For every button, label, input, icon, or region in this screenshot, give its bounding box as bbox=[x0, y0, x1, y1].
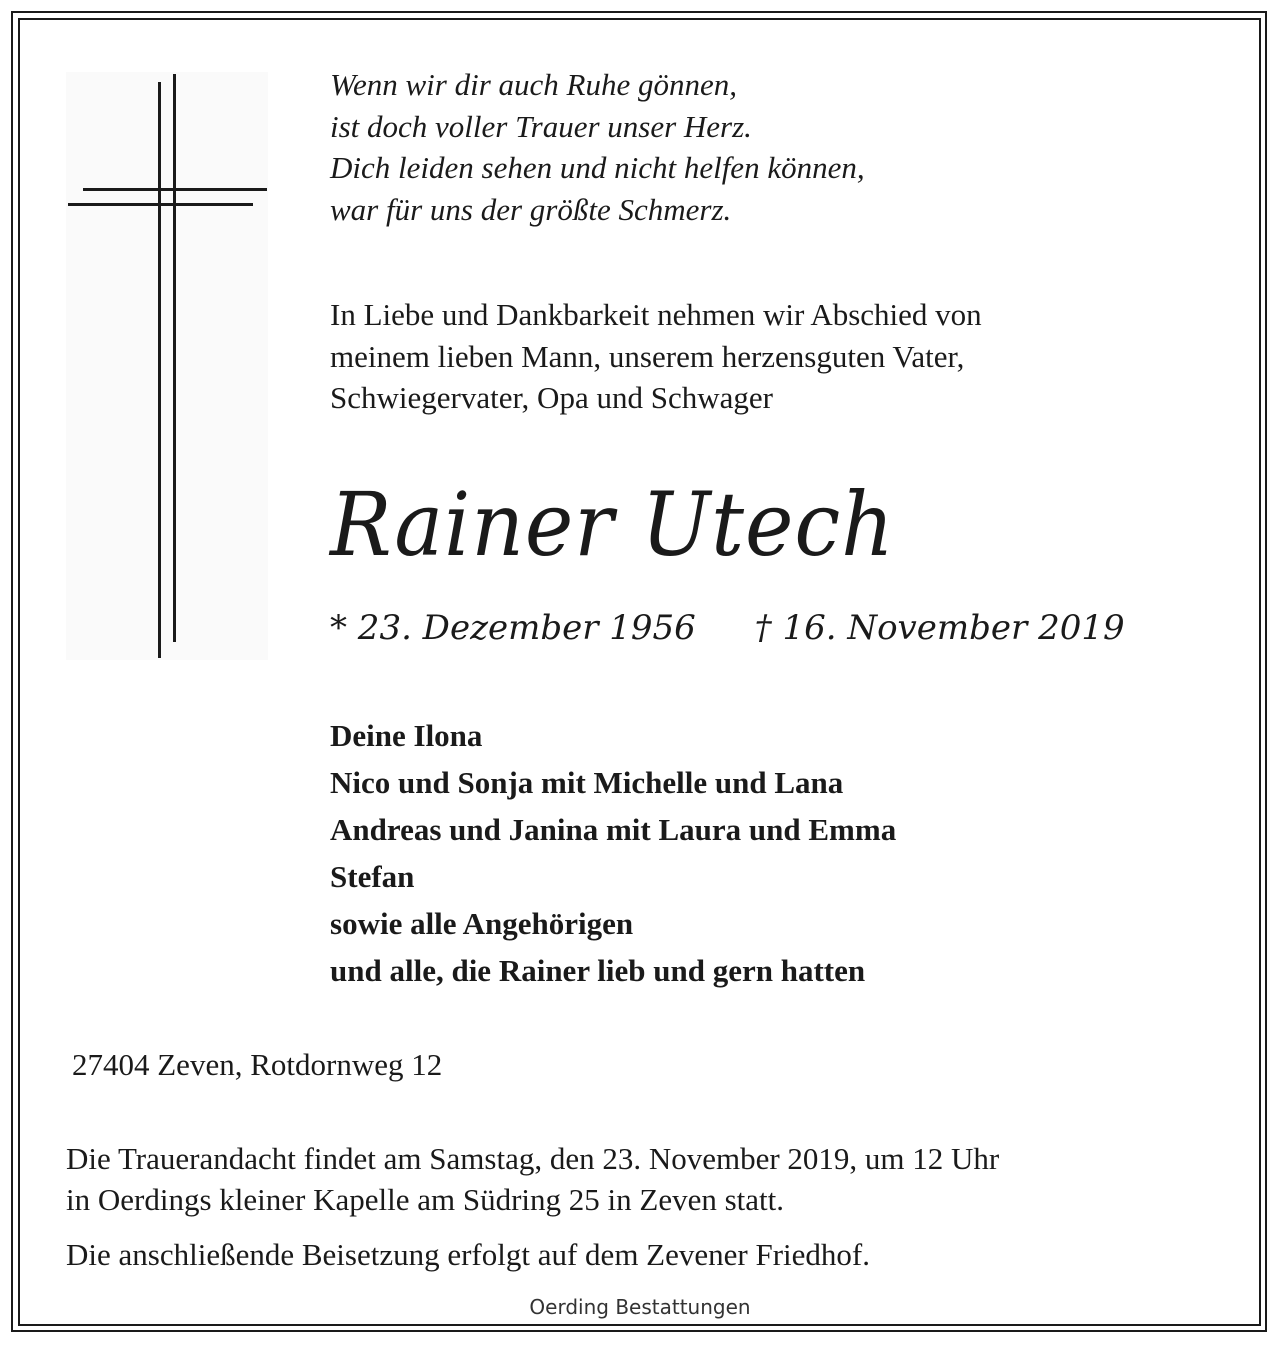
farewell-line: meinem lieben Mann, unserem herzensguten Vater, bbox=[330, 338, 965, 374]
undertaker-credit: Oerding Bestattungen bbox=[529, 1295, 751, 1319]
family-line: und alle, die Rainer lieb und gern hatten bbox=[330, 953, 866, 988]
life-dates bbox=[330, 604, 1125, 652]
poem-line: ist doch voller Trauer unser Herz. bbox=[330, 108, 752, 144]
burial-info: Die anschließende Beisetzung erfolgt auf dem Zevener Friedhof. bbox=[66, 1237, 870, 1272]
service-info bbox=[66, 1138, 999, 1220]
family-address: 27404 Zeven, Rotdornweg 12 bbox=[72, 1047, 443, 1082]
family-line: Nico und Sonja mit Michelle und Lana bbox=[330, 765, 844, 800]
family-line: Stefan bbox=[330, 859, 415, 894]
farewell-line: In Liebe und Dankbarkeit nehmen wir Abschied von bbox=[330, 297, 982, 332]
cross-icon bbox=[66, 72, 268, 660]
family-signatures bbox=[330, 712, 896, 994]
family-line: Deine Ilona bbox=[330, 718, 483, 753]
poem-line: war für uns der größte Schmerz. bbox=[330, 191, 732, 227]
service-line: in Oerdings kleiner Kapelle am Südring 25 in Zeven statt. bbox=[66, 1182, 784, 1217]
service-line: Die Trauerandacht findet am Samstag, den 23. November 2019, um 12 Uhr bbox=[66, 1141, 1000, 1176]
poem-line: Wenn wir dir auch Ruhe gönnen, bbox=[330, 67, 737, 102]
family-line: Andreas und Janina mit Laura und Emma bbox=[330, 812, 897, 847]
farewell-text bbox=[330, 294, 982, 419]
poem-line: Dich leiden sehen und nicht helfen können, bbox=[330, 150, 865, 185]
birth-date: * 23. Dezember 1956 bbox=[330, 608, 696, 648]
deceased-name: Rainer Utech bbox=[330, 473, 895, 576]
farewell-line: Schwiegervater, Opa und Schwager bbox=[330, 380, 773, 415]
poem bbox=[330, 64, 865, 230]
family-line: sowie alle Angehörigen bbox=[330, 906, 634, 941]
death-date: † 16. November 2019 bbox=[754, 608, 1125, 648]
